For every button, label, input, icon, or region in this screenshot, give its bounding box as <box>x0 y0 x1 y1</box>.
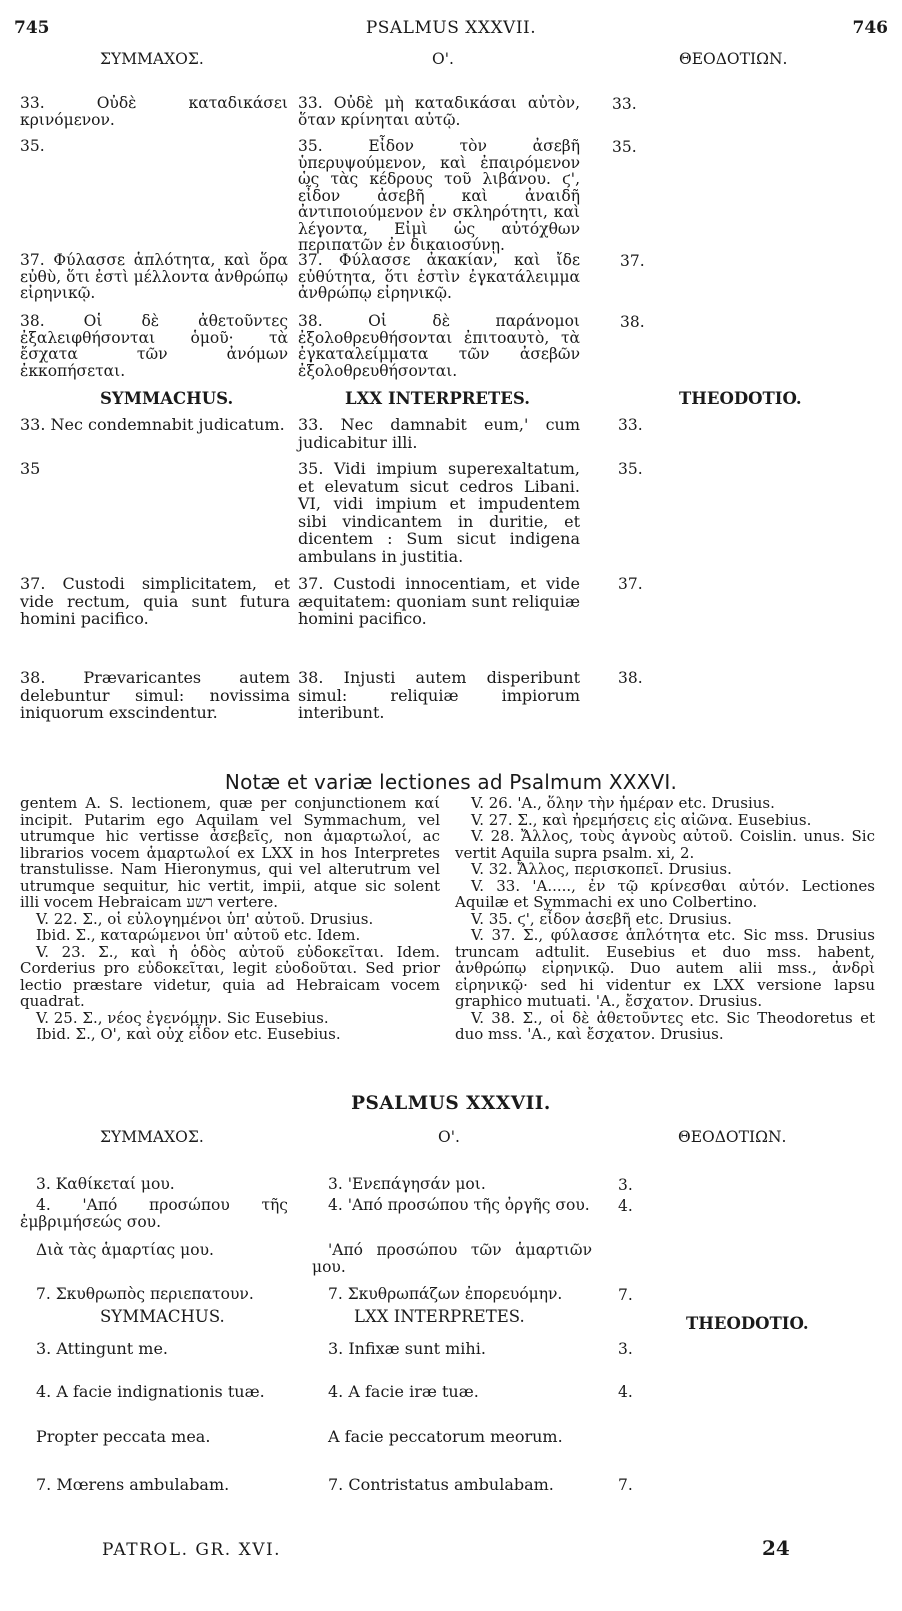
greek-row-3-lxx: 3. 'Ενεπάγησάν μοι. <box>328 1175 486 1193</box>
latin-row-7-lxx: 7. Contristatus ambulabam. <box>328 1475 554 1494</box>
footer-signature: PATROL. GR. XVI. <box>102 1540 282 1560</box>
note-paragraph: V. 37. Σ., φύλασσε ἁπλότητα etc. Sic mss. Drusius truncam adtulit. Eusebius et duo mss. habent, ἀνθρώπῳ εἰρηνικῷ. Duo autem alii mss., ἀνδρὶ εἰρηνικῷ· sed hi videntur ex LXX versione lapsu graphico mutuati. 'Α., ἔσχατον. Drusius. <box>455 926 875 1010</box>
latin-row-37-lxx: 37. Custodi innocentiam, et vide æquitatem: quoniam sunt reliquiæ homini pacifico. <box>298 574 581 628</box>
latin-row-33-lxx: 33. Nec damnabit eum,' cum judicabitur illi. <box>298 415 580 452</box>
latin-row-7-number: 7. <box>618 1476 633 1494</box>
latin-row-35-lxx: 35. Vidi impium superexaltatum, et elevatum sicut cedros Libani. VI, vidi impium et impudentem sibi vindicantem in duritie, et dicentem : Sum sicut indigena ambulans in justitia. <box>298 459 580 566</box>
greek-row-35-symmachus: 35. <box>20 137 45 155</box>
note-paragraph: Ibid. Σ., Ο', καὶ οὐχ εἶδον etc. Eusebius. <box>36 1025 341 1043</box>
greek-row-7-lxx: 7. Σκυθρωπάζων ἐπορευόμην. <box>328 1285 563 1303</box>
greek-head-lxx: Ο'. <box>432 50 454 68</box>
latin-row-3-lxx: 3. Infixæ sunt mihi. <box>328 1339 486 1358</box>
greek-row-4-number: 4. <box>618 1197 633 1215</box>
note-paragraph: V. 27. Σ., καὶ ἠρεμήσεις εἰς αἰῶνα. Eusebius. <box>471 810 812 829</box>
greek-row-35-number: 35. <box>612 138 637 156</box>
page-number-left: 745 <box>14 18 50 38</box>
greek-row-37-number: 37. <box>620 252 645 270</box>
latin-row-38-lxx: 38. Injusti autem disperibunt simul: reliquiæ impiorum interibunt. <box>298 668 580 722</box>
greek-row-37-symmachus: 37. Φύλασσε ἁπλότητα, καὶ ὅρα εὐθὺ, ὅτι ἐστὶ μέλλοντα ἀνθρώπῳ εἰρηνικῷ. <box>20 251 288 302</box>
latin-row-38-symmachus: 38. Prævaricantes autem delebuntur simul: novissima iniquorum exscindentur. <box>20 668 290 722</box>
greek-row-4-symmachus: 4. 'Από προσώπου τῆς ἐμβριμήσεώς σου. <box>20 1196 288 1231</box>
greek-head-symmachus: ΣΥΜΜΑΧΟΣ. <box>100 1128 204 1146</box>
note-paragraph: V. 28. Ἄλλος, τοὺς ἁγνοὺς αὐτοῦ. Coislin. unus. Sic vertit Aquila supra psalm. xi, 2. <box>455 827 875 862</box>
greek-row-38-number: 38. <box>620 313 645 331</box>
note-paragraph: V. 26. 'Α., ὅλην τὴν ἡμέραν etc. Drusius. <box>471 794 775 812</box>
greek-head-theodotion: ΘΕΟΔΟΤΙΩΝ. <box>678 1128 787 1146</box>
note-paragraph: V. 35. ϛ', εἶδον ἀσεβῆ etc. Drusius. <box>471 909 732 928</box>
greek-row-35-lxx: 35. Εἶδον τὸν ἀσεβῆ ὑπερυψούμενον, καὶ ἐπαιρόμενον ὡς τὰς κέδρους τοῦ λιβάνου. ϛ', εἶδον ἀσεβῆ καὶ ἀναιδῆ ἀντιποιούμενον ἐν σκληρότητι, καὶ λέγοντα, Εἰμὶ ὡς αὐτόχθων περιπατῶν ἐν δικαιοσύνῃ. <box>298 137 580 254</box>
latin-row-37-number: 37. <box>618 575 643 593</box>
greek-row-7-symmachus: 7. Σκυθρωπὸς περιεπατουν. <box>36 1285 254 1303</box>
greek-row-33-number: 33. <box>612 95 637 113</box>
latin-head-symmachus: SYMMACHUS. <box>100 389 234 408</box>
greek-head-symmachus: ΣΥΜΜΑΧΟΣ. <box>100 50 204 68</box>
greek-row-4-lxx: 4. 'Από προσώπου τῆς ὀργῆς σου. <box>328 1196 590 1214</box>
page-number-right: 746 <box>852 18 888 38</box>
latin-head-theodotion: THEODOTIO. <box>679 389 802 408</box>
latin-row-7-symmachus: 7. Mœrens ambulabam. <box>36 1475 230 1494</box>
latin-row-3-symmachus: 3. Attingunt me. <box>36 1339 168 1358</box>
greek-row-38-lxx: 38. Οἱ δὲ παράνομοι ἐξολοθρευθήσονται ἐπιτοαυτὸ, τὰ ἐγκαταλείμματα τῶν ἀσεβῶν ἐξολοθρευθήσονται. <box>298 312 580 380</box>
greek-row-sins-lxx: 'Από προσώπου τῶν ἁμαρτιῶν μου. <box>312 1241 592 1276</box>
latin-row-38-number: 38. <box>618 669 643 687</box>
latin-row-4-lxx: 4. A facie iræ tuæ. <box>328 1382 479 1401</box>
greek-row-33-lxx: 33. Οὐδὲ μὴ καταδικάσαι αὐτὸν, ὅταν κρίνηται αὐτῷ. <box>298 94 580 129</box>
latin-row-sins-symmachus: Propter peccata mea. <box>36 1427 211 1446</box>
note-paragraph: Ibid. Σ., καταρώμενοι ὑπ' αὐτοῦ etc. Idem. <box>36 926 361 944</box>
latin-row-33-symmachus: 33. Nec condemnabit judicatum. <box>20 415 285 434</box>
latin-row-sins-lxx: A facie peccatorum meorum. <box>328 1427 563 1446</box>
footer-sheet-number: 24 <box>762 1536 790 1560</box>
greek-row-33-symmachus: 33. Οὐδὲ καταδικάσει κρινόμενον. <box>20 94 288 129</box>
greek-row-3-number: 3. <box>618 1176 633 1194</box>
note-paragraph: V. 33. 'Α....., ἐν τῷ κρίνεσθαι αὐτόν. Lectiones Aquilæ et Symmachi ex uno Colbertino. <box>455 876 875 911</box>
latin-row-4-number: 4. <box>618 1383 633 1401</box>
notes-right-column <box>455 795 875 1043</box>
note-paragraph: V. 32. Ἄλλος, περισκοπεῖ. Drusius. <box>471 860 732 878</box>
greek-row-38-symmachus: 38. Οἱ δὲ ἀθετοῦντες ἐξαλειφθήσονται ὁμοῦ· τὰ ἔσχατα τῶν ἀνόμων ἐκκοπήσεται. <box>20 312 288 380</box>
greek-head-theodotion: ΘΕΟΔΟΤΙΩΝ. <box>679 50 788 68</box>
note-paragraph: V. 23. Σ., καὶ ἡ ὁδὸς αὐτοῦ εὐδοκεῖται. Idem. Corderius pro εὐδοκεῖται, legit εὐοδοῦται. Sed prior lectio præstare videtur, quia ad Hebraicam vocem quadrat. <box>20 942 440 1010</box>
greek-row-sins-symmachus: Διὰ τὰς ἁμαρτίας μου. <box>36 1241 214 1259</box>
note-paragraph: gentem A. S. lectionem, quæ per conjunctionem καί incipit. Putarim ego Aquilam vel Symmachum, vel utrumque hic vertisse ἀσεβεῖς, non ἁμαρτωλοί, ac librarios vocem ἁμαρτωλοί ex LXX in hos Interpretes transtulisse. Nam Hieronymus, qui vel alterutrum vel utrumque sequitur, hic vertit, impii, atque sic solent illi vocem Hebraicam רשע vertere. <box>20 794 440 911</box>
latin-head-theodotion: THEODOTIO. <box>686 1314 809 1333</box>
latin-head-lxx: LXX INTERPRETES. <box>354 1307 525 1326</box>
latin-head-lxx: LXX INTERPRETES. <box>345 389 530 408</box>
note-paragraph: V. 22. Σ., οἱ εὐλογημένοι ὑπ' αὐτοῦ. Drusius. <box>36 909 374 928</box>
notes-title: Notæ et variæ lectiones ad Psalmum XXXVI. <box>224 770 678 794</box>
greek-row-37-lxx: 37. Φύλασσε ἀκακίαν, καὶ ἴδε εὐθύτητα, ὅτι ἐστὶν ἐγκατάλειμμα ἀνθρώπῳ εἰρηνικῷ. <box>298 251 580 302</box>
running-title: PSALMUS XXXVII. <box>365 18 537 38</box>
psalm-title: PSALMUS XXXVII. <box>351 1093 551 1114</box>
latin-head-symmachus: SYMMACHUS. <box>100 1307 225 1326</box>
note-paragraph: V. 38. Σ., οἱ δὲ ἀθετοῦντες etc. Sic Theodoretus et duo mss. 'Α., καὶ ἔσχατον. Drusius. <box>455 1008 875 1043</box>
notes-left-column <box>20 795 440 1043</box>
greek-head-lxx: Ο'. <box>438 1128 460 1146</box>
latin-row-37-symmachus: 37. Custodi simplicitatem, et vide rectum, quia sunt futura homini pacifico. <box>20 574 290 628</box>
latin-row-33-number: 33. <box>618 416 643 434</box>
latin-row-3-number: 3. <box>618 1340 633 1358</box>
note-paragraph: V. 25. Σ., νέος ἐγενόμην. Sic Eusebius. <box>36 1008 329 1027</box>
greek-row-7-number: 7. <box>618 1286 633 1304</box>
latin-row-4-symmachus: 4. A facie indignationis tuæ. <box>36 1382 265 1401</box>
latin-row-35-symmachus: 35 <box>20 459 41 478</box>
greek-row-3-symmachus: 3. Καθίκεταί μου. <box>36 1175 175 1193</box>
latin-row-35-number: 35. <box>618 460 643 478</box>
